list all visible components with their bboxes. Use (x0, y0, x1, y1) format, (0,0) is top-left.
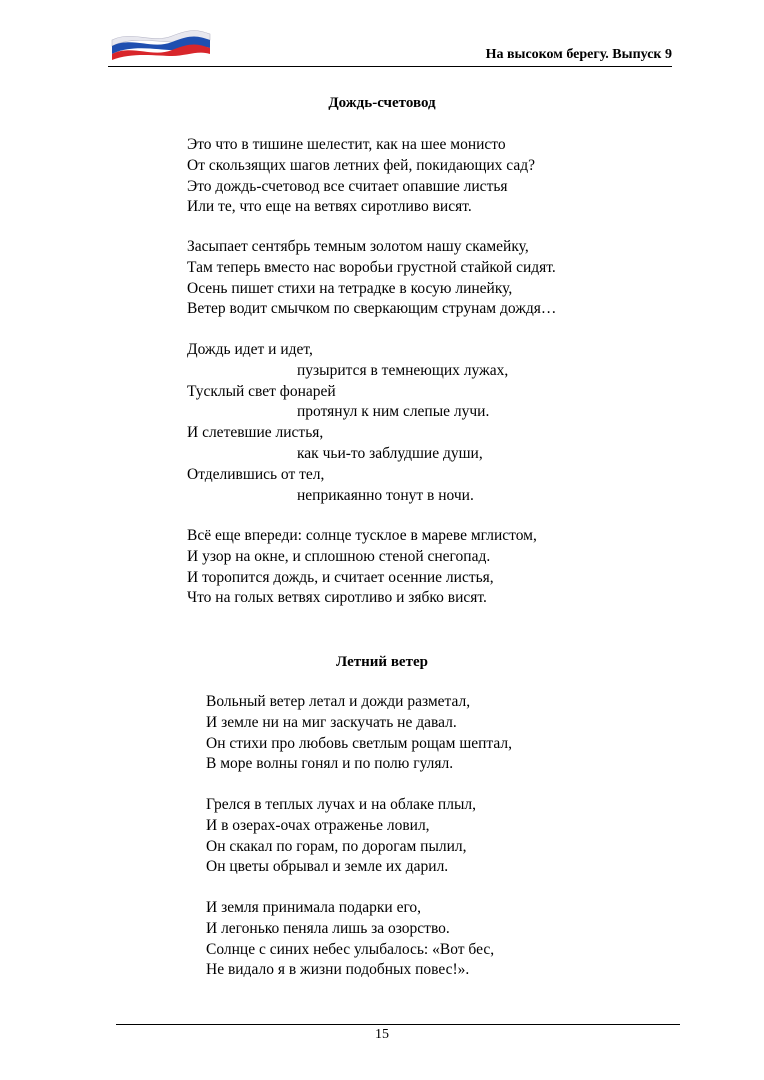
poem-line: Или те, что еще на ветвях сиротливо висят. (187, 198, 472, 216)
poem-line: И земля принимала подарки его, (206, 899, 422, 916)
poem-1-stanza-4 (187, 526, 537, 609)
poem-line: И в озерах-очах отраженье ловил, (206, 816, 430, 834)
poem-1-stanza-1 (187, 135, 535, 218)
poem-line: И узор на окне, и сплошною стеной снегопад. (187, 547, 491, 565)
poem-line: Осень пишет стихи на тетрадке в косую линейку, (187, 279, 513, 297)
poem-line: Ветер водит смычком по сверкающим струнам дождя… (187, 300, 557, 318)
poem-line: И торопится дождь, и считает осенние листья, (187, 568, 494, 586)
poem-2-stanza-2 (206, 795, 476, 878)
poem-line: Он скакал по горам, по дорогам пылил, (206, 837, 467, 855)
poem-line: В море волны гонял и по полю гулял. (206, 755, 454, 773)
poem-line: Там теперь вместо нас воробьи грустной стайкой сидят. (187, 258, 556, 276)
poem-line: Грелся в теплых лучах и на облаке плыл, (206, 796, 476, 813)
poem-line: От скользящих шагов летних фей, покидающих сад? (187, 156, 536, 174)
poem-1-stanza-3 (187, 340, 508, 506)
poem-line: И слетевшие листья, (187, 424, 324, 442)
poem-line: Солнце с синих небес улыбалось: «Вот бес, (206, 940, 495, 958)
poem-title-1: Дождь-счетовод (328, 95, 436, 111)
poem-line: Дождь идет и идет, (187, 341, 313, 358)
header-divider (108, 66, 672, 67)
poem-line: Это дождь-счетовод все считает опавшие листья (187, 177, 508, 195)
poem-2-stanza-3 (206, 898, 494, 981)
poem-line: пузырится в темнеющих лужах, (297, 361, 509, 379)
poem-line: Не видало я в жизни подобных повес!». (206, 961, 470, 979)
footer-divider (116, 1024, 680, 1025)
poem-line: Отделившись от тел, (187, 465, 325, 483)
flag-ribbon-logo (110, 20, 212, 64)
poem-line: неприкаянно тонут в ночи. (297, 486, 474, 504)
poem-1-stanza-2 (187, 237, 556, 320)
poem-line: Что на голых ветвях сиротливо и зябко висят. (187, 589, 487, 607)
poem-line: Он стихи про любовь светлым рощам шептал, (206, 734, 513, 752)
poem-2-stanza-1 (206, 692, 512, 775)
poem-line: Он цветы обрывал и земле их дарил. (206, 858, 449, 876)
poem-line: как чьи-то заблудшие души, (297, 444, 483, 462)
poem-title-2: Летний ветер (336, 654, 428, 670)
poem-line: Всё еще впереди: солнце тусклое в мареве мглистом, (187, 527, 537, 544)
poem-line: Вольный ветер летал и дожди разметал, (206, 693, 471, 710)
poem-line: И земле ни на миг заскучать не давал. (206, 713, 457, 731)
header-title: На высоком берегу. Выпуск 9 (485, 47, 672, 62)
poem-line: протянул к ним слепые лучи. (297, 403, 490, 421)
poem-line: Тусклый свет фонарей (187, 382, 336, 400)
poem-line: Засыпает сентябрь темным золотом нашу скамейку, (187, 238, 529, 255)
poem-line: Это что в тишине шелестит, как на шее монисто (187, 136, 506, 153)
page-number: 15 (375, 1027, 389, 1042)
poem-line: И легонько пеняла лишь за озорство. (206, 919, 450, 937)
